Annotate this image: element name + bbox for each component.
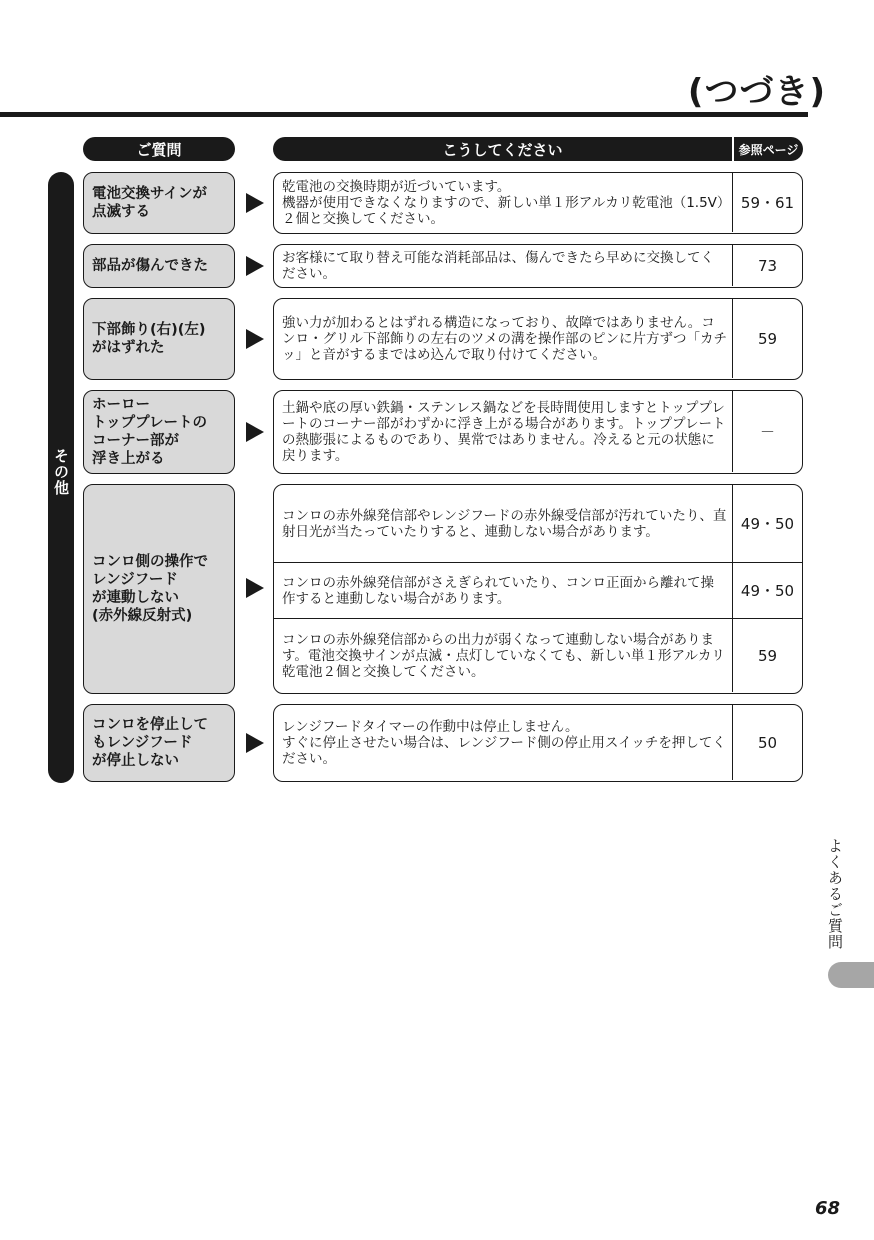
arrow-icon [246,422,264,442]
question-box: ホーロー トッププレートの コーナー部が 浮き上がる [83,390,235,474]
question-box: 下部飾り(右)(左) がはずれた [83,298,235,380]
side-tab-label: よくあるご質問 [826,838,844,950]
section-label: その他 [52,448,70,496]
header-action: こうしてください [273,137,732,161]
answer-row [274,391,802,472]
title-rule [0,112,808,117]
answer-row [274,705,802,780]
answer-page: 73 [757,256,778,275]
answer-page: 59 [757,329,778,348]
answer-row [274,485,802,562]
page-title: (つづき) [687,72,826,112]
answer-text: コンロの赤外線発信部からの出力が弱くなって連動しない場合があります。電池交換サインが点滅・点灯していなくても、新しい単１形アルカリ乾電池２個と交換してください。 [274,619,733,692]
answer-row [274,562,802,618]
answer-page: 49・50 [740,515,795,533]
answer-row [274,173,802,232]
answer-box [273,704,803,782]
question-box: 部品が傷んできた [83,244,235,288]
answer-text: 乾電池の交換時期が近づいています。 機器が使用できなくなりますので、新しい単１形アルカリ乾電池（1.5V）２個と交換してください。 [274,173,733,232]
answer-row [274,299,802,378]
answer-page: 50 [757,733,778,752]
arrow-icon [246,329,264,349]
header-page: 参照ページ [734,137,803,161]
arrow-icon [246,256,264,276]
side-tab [828,962,874,988]
answer-box [273,244,803,288]
answer-page: － [759,423,775,441]
answer-page: 59 [757,646,778,665]
answer-text: お客様にて取り替え可能な消耗部品は、傷んできたら早めに交換してください。 [274,245,733,286]
question-box: コンロ側の操作で レンジフード が連動しない (赤外線反射式) [83,484,235,694]
answer-text: レンジフードタイマーの作動中は停止しません。 すぐに停止させたい場合は、レンジフード側の停止用スイッチを押してください。 [274,705,733,780]
answer-page: 59・61 [740,194,795,212]
answer-text: 強い力が加わるとはずれる構造になっており、故障ではありません。コンロ・グリル下部飾りの左右のツメの溝を操作部のピンに片方ずつ「カチッ」と音がするまではめ込んで取り付けてください。 [274,299,733,378]
answer-box [273,484,803,694]
answer-box [273,390,803,474]
answer-row [274,245,802,286]
answer-row [274,618,802,692]
answer-text: 土鍋や底の厚い鉄鍋・ステンレス鍋などを長時間使用しますとトッププレートのコーナー部がわずかに浮き上がる場合があります。トッププレートの熱膨張によるものであり、異常ではありません。冷えると元の状態に戻ります。 [274,391,733,472]
header-question: ご質問 [83,137,235,161]
answer-box [273,172,803,234]
answer-box [273,298,803,380]
answer-page: 49・50 [740,582,795,600]
answer-text: コンロの赤外線発信部がさえぎられていたり、コンロ正面から離れて操作すると連動しない場合があります。 [274,563,733,618]
question-box: 電池交換サインが 点滅する [83,172,235,234]
arrow-icon [246,578,264,598]
arrow-icon [246,733,264,753]
arrow-icon [246,193,264,213]
page-number: 68 [814,1198,840,1219]
answer-text: コンロの赤外線発信部やレンジフードの赤外線受信部が汚れていたり、直射日光が当たっていたりすると、連動しない場合があります。 [274,485,733,562]
question-box: コンロを停止して もレンジフード が停止しない [83,704,235,782]
